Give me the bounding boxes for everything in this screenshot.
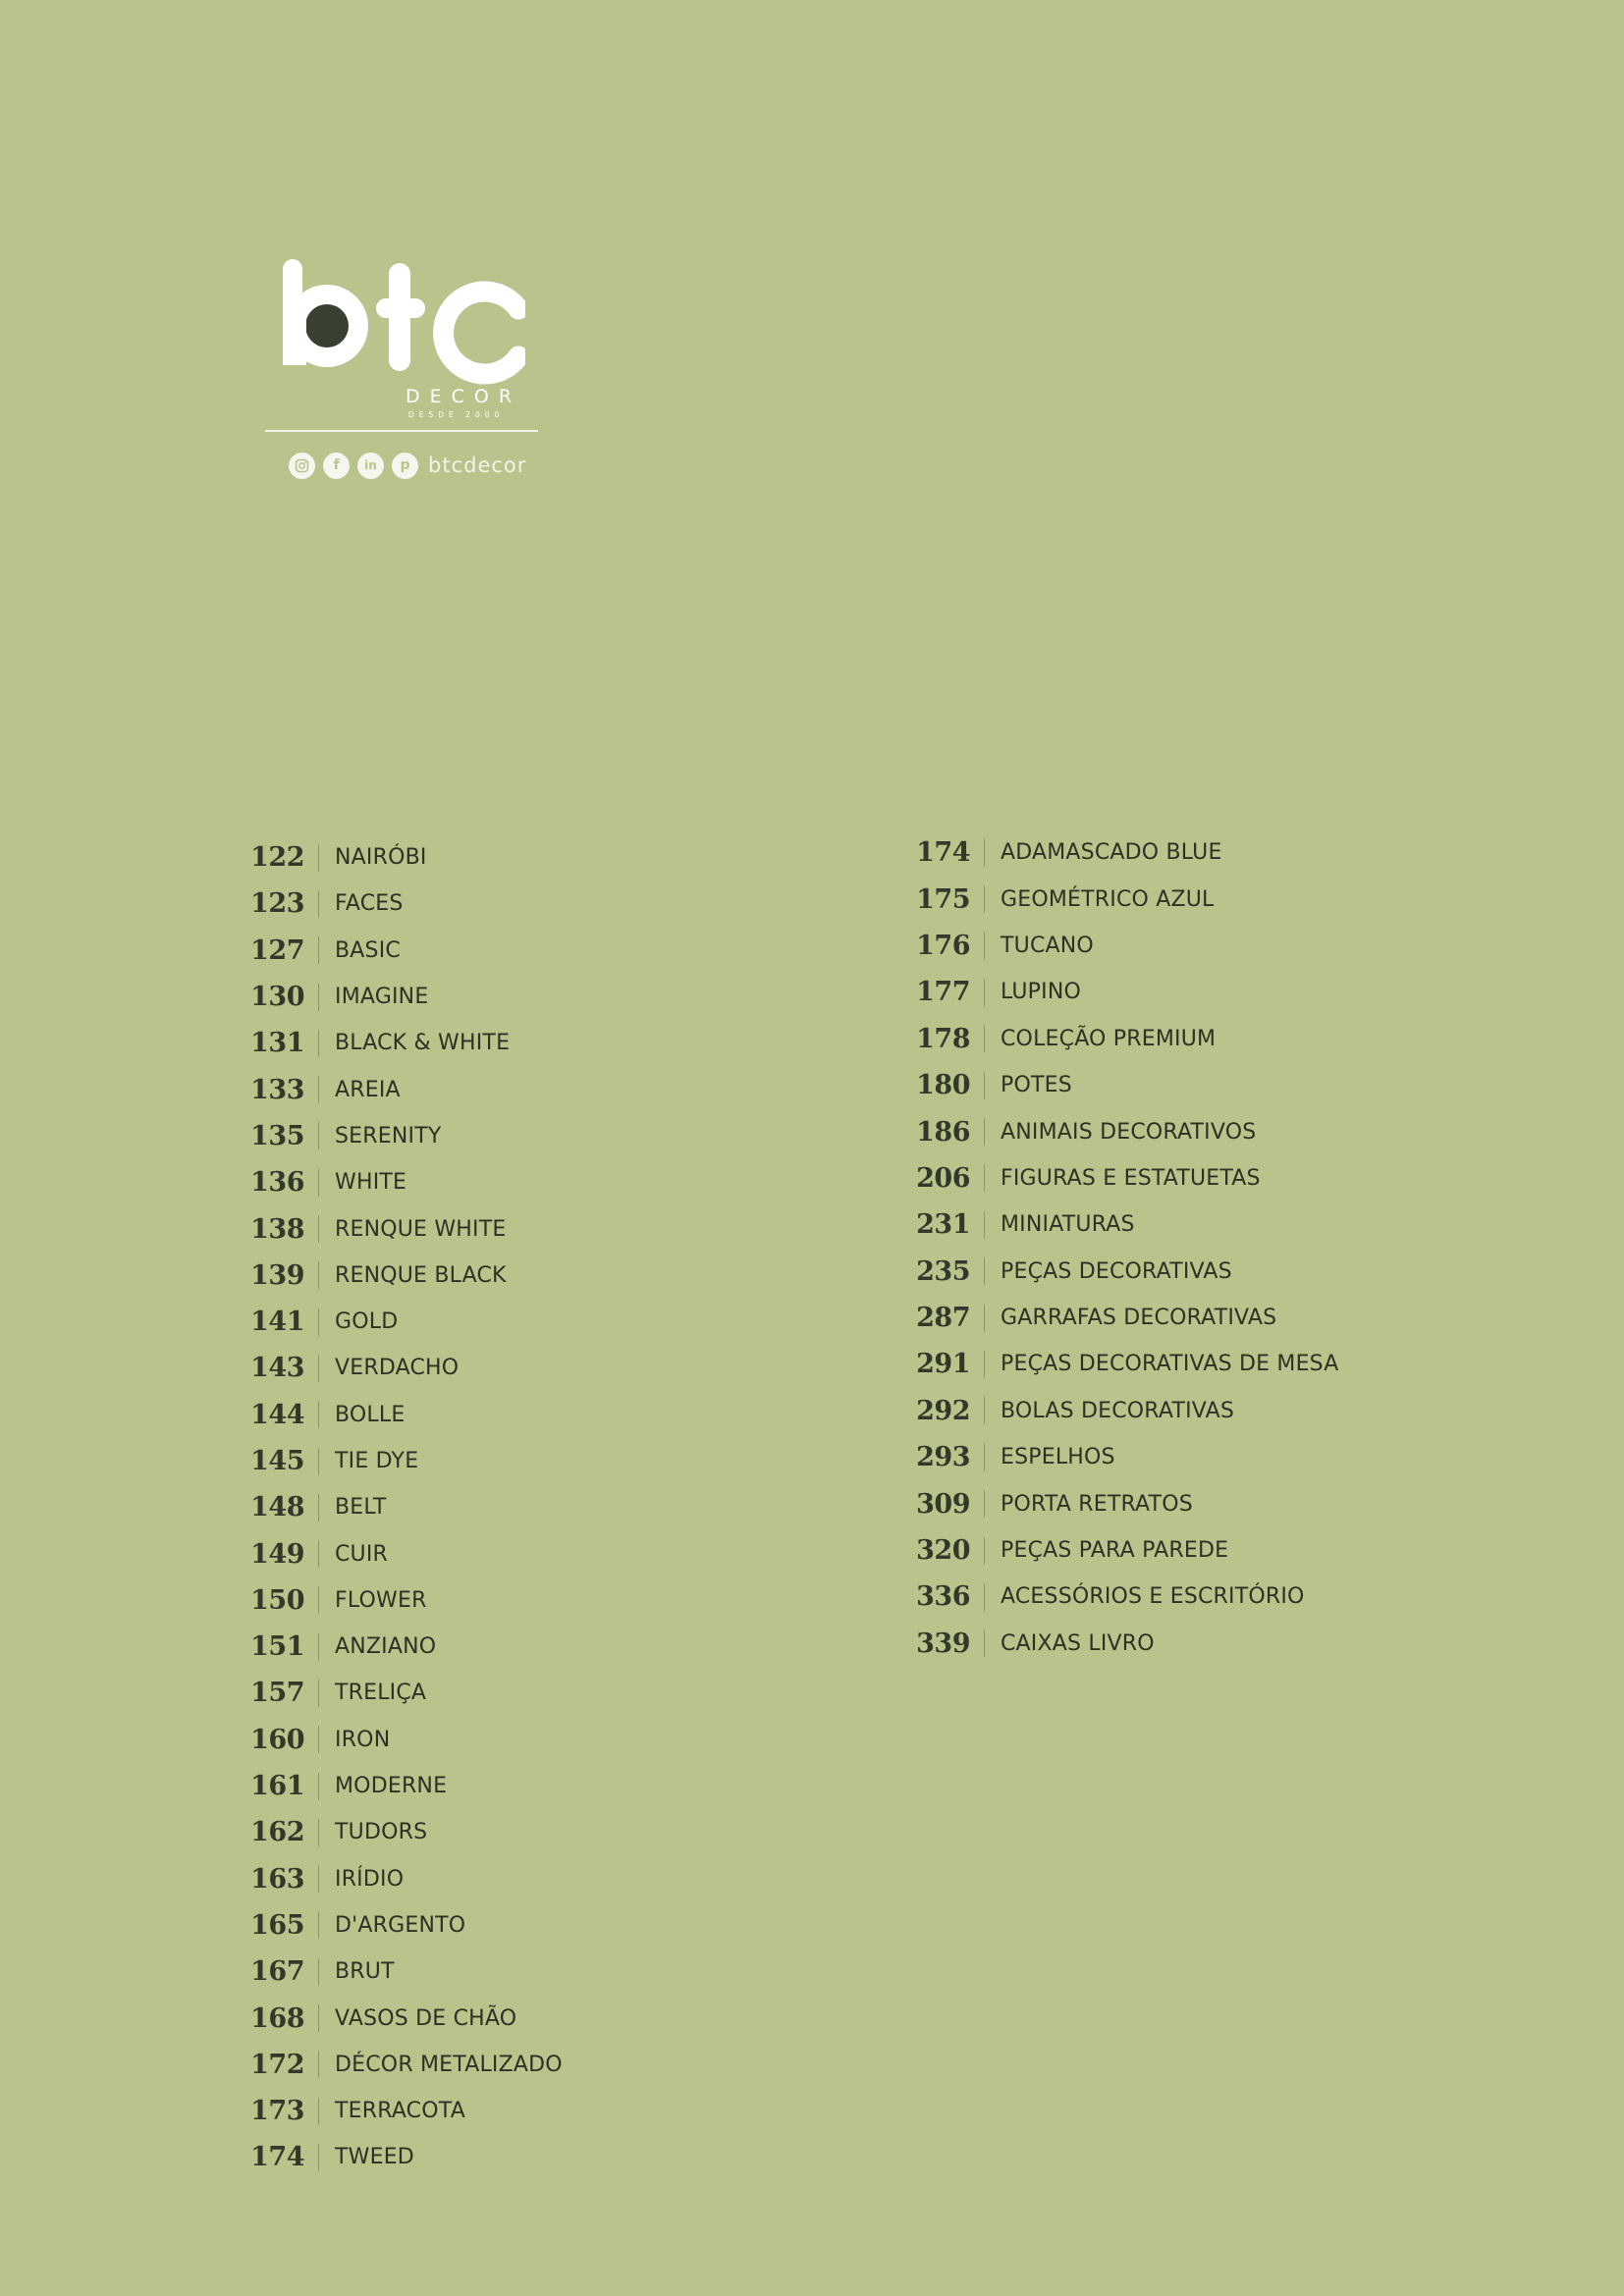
entry-title: POTES: [1001, 1073, 1072, 1098]
entry-title: CAIXAS LIVRO: [1001, 1630, 1155, 1656]
entry-title: TWEED: [335, 2145, 414, 2170]
entry-title: ANIMAIS DECORATIVOS: [1001, 1119, 1257, 1145]
separator-line: [984, 1257, 985, 1285]
index-entry[interactable]: [911, 1249, 1339, 1295]
separator-line: [318, 1540, 319, 1568]
index-entry[interactable]: [245, 1856, 563, 1902]
index-entry[interactable]: [245, 974, 563, 1020]
entry-title: NAIRÓBI: [335, 845, 427, 871]
page-number: 148: [250, 1492, 304, 1523]
separator-line: [318, 1633, 319, 1661]
entry-title: VASOS DE CHÃO: [335, 2005, 517, 2031]
separator-line: [318, 2051, 319, 2078]
entry-title: BRUT: [335, 1959, 395, 1985]
index-entry[interactable]: [245, 1345, 563, 1391]
entry-title: ESPELHOS: [1001, 1445, 1115, 1470]
page-number: 143: [250, 1353, 304, 1384]
page-number: 131: [250, 1028, 304, 1059]
entry-title: FLOWER: [335, 1587, 427, 1613]
index-entry[interactable]: [245, 1066, 563, 1112]
separator-line: [984, 932, 985, 959]
separator-line: [318, 984, 319, 1011]
separator-line: [318, 1726, 319, 1753]
index-entry[interactable]: [245, 834, 563, 881]
page-number: 231: [916, 1209, 970, 1241]
separator-line: [318, 1448, 319, 1475]
index-entry[interactable]: [245, 2134, 563, 2180]
separator-line: [318, 1215, 319, 1243]
separator-line: [984, 1025, 985, 1052]
index-entry[interactable]: [245, 881, 563, 927]
page-number: 176: [916, 930, 970, 961]
entry-title: MODERNE: [335, 1774, 448, 1799]
page-number: 150: [250, 1584, 304, 1616]
entry-title: BELT: [335, 1495, 387, 1521]
social-links: [289, 451, 526, 480]
separator-line: [984, 1351, 985, 1378]
entry-title: VERDACHO: [335, 1356, 460, 1381]
page-number: 235: [916, 1255, 970, 1287]
entry-title: LUPINO: [1001, 980, 1081, 1005]
separator-line: [984, 1537, 985, 1565]
entry-title: GOLD: [335, 1309, 399, 1335]
index-entry[interactable]: [245, 1484, 563, 1530]
separator-line: [318, 890, 319, 918]
entry-title: COLEÇÃO PREMIUM: [1001, 1026, 1217, 1051]
separator-line: [318, 844, 319, 872]
entry-title: TERRACOTA: [335, 2099, 465, 2124]
entry-title: PEÇAS DECORATIVAS: [1001, 1258, 1232, 1284]
facebook-icon[interactable]: f: [323, 453, 350, 479]
page-number: 138: [250, 1213, 304, 1245]
page-number: 122: [250, 842, 304, 874]
index-entry[interactable]: [245, 1113, 563, 1159]
page-number: 339: [916, 1628, 970, 1659]
page-number: 157: [250, 1678, 304, 1709]
entry-title: ANZIANO: [335, 1634, 437, 1660]
separator-line: [318, 1261, 319, 1289]
separator-line: [984, 1305, 985, 1332]
index-entry[interactable]: [911, 1527, 1339, 1574]
entry-title: D'ARGENTO: [335, 1912, 466, 1938]
page-number: 291: [916, 1349, 970, 1380]
page-number: 161: [250, 1771, 304, 1802]
index-entry[interactable]: [911, 1621, 1339, 1667]
index-entry[interactable]: [245, 1020, 563, 1066]
page-number: 141: [250, 1307, 304, 1338]
separator-line: [318, 2098, 319, 2125]
entry-title: RENQUE BLACK: [335, 1262, 507, 1288]
separator-line: [984, 885, 985, 913]
index-entry[interactable]: [911, 1062, 1339, 1108]
page-number: 151: [250, 1631, 304, 1663]
page-number: 173: [250, 2096, 304, 2127]
index-entry[interactable]: [245, 1902, 563, 1949]
page-number: 292: [916, 1395, 970, 1426]
separator-line: [984, 1118, 985, 1146]
entry-title: WHITE: [335, 1170, 407, 1196]
entry-title: FACES: [335, 891, 404, 917]
separator-line: [318, 1680, 319, 1707]
index-list-right: [911, 829, 1339, 1667]
page-number: 320: [916, 1535, 970, 1567]
index-entry[interactable]: [911, 1201, 1339, 1248]
page-number: 133: [250, 1074, 304, 1105]
page-number: 135: [250, 1120, 304, 1151]
page-number: 130: [250, 982, 304, 1013]
index-entry[interactable]: [245, 1159, 563, 1205]
page-number: 123: [250, 888, 304, 920]
index-entry[interactable]: [245, 2042, 563, 2088]
entry-title: ADAMASCADO BLUE: [1001, 840, 1222, 866]
btc-decor-logo: [280, 257, 525, 424]
index-entry[interactable]: [245, 1253, 563, 1299]
separator-line: [318, 936, 319, 964]
separator-line: [318, 1773, 319, 1800]
separator-line: [984, 1211, 985, 1239]
entry-title: IRÍDIO: [335, 1866, 405, 1892]
index-entry[interactable]: [911, 923, 1339, 969]
separator-line: [318, 1076, 319, 1103]
page-number: 206: [916, 1162, 970, 1194]
brand-block: [265, 257, 538, 477]
entry-title: IRON: [335, 1727, 391, 1752]
entry-title: TIE DYE: [335, 1449, 419, 1473]
index-entry[interactable]: [911, 1434, 1339, 1480]
social-handle[interactable]: btcdecor: [428, 454, 527, 477]
separator-line: [984, 839, 985, 867]
page-number: 186: [916, 1116, 970, 1148]
separator-line: [984, 1444, 985, 1471]
index-entry[interactable]: [245, 1670, 563, 1716]
entry-title: PEÇAS DECORATIVAS DE MESA: [1001, 1352, 1339, 1377]
separator-line: [318, 1030, 319, 1057]
entry-title: TUCANO: [1001, 933, 1094, 958]
entry-title: MINIATURAS: [1001, 1212, 1135, 1238]
page-number: 287: [916, 1303, 970, 1334]
page-number: 336: [916, 1581, 970, 1613]
page-number: 136: [250, 1167, 304, 1199]
entry-title: BLACK & WHITE: [335, 1031, 511, 1056]
separator-line: [318, 2004, 319, 2032]
page-number: 177: [916, 977, 970, 1008]
page-number: 293: [916, 1442, 970, 1473]
separator-line: [318, 1355, 319, 1382]
index-entry[interactable]: [245, 1995, 563, 2041]
index-list-left: [245, 834, 563, 2181]
separator-line: [318, 1494, 319, 1522]
separator-line: [984, 1490, 985, 1518]
page-number: 172: [250, 2049, 304, 2080]
entry-title: RENQUE WHITE: [335, 1216, 507, 1242]
page-number: 175: [916, 883, 970, 915]
page-number: 163: [250, 1863, 304, 1895]
entry-title: GARRAFAS DECORATIVAS: [1001, 1306, 1277, 1331]
index-entry[interactable]: [911, 1016, 1339, 1062]
separator-line: [984, 1072, 985, 1099]
index-entry[interactable]: [245, 1763, 563, 1809]
svg-text:DESDE 2000: DESDE 2000: [408, 410, 505, 419]
pinterest-icon[interactable]: p: [392, 453, 418, 479]
index-entry[interactable]: [245, 1299, 563, 1345]
separator-line: [318, 1169, 319, 1197]
index-entry[interactable]: [911, 1480, 1339, 1526]
entry-title: PEÇAS PARA PAREDE: [1001, 1538, 1229, 1564]
index-entry[interactable]: [245, 928, 563, 974]
page-number: 178: [916, 1023, 970, 1054]
page-number: 139: [250, 1259, 304, 1291]
entry-title: DÉCOR METALIZADO: [335, 2052, 563, 2077]
index-entry[interactable]: [245, 1530, 563, 1576]
separator-line: [984, 1164, 985, 1192]
entry-title: TUDORS: [335, 1820, 428, 1845]
entry-title: BASIC: [335, 937, 401, 963]
page-number: 144: [250, 1399, 304, 1430]
page-number: 309: [916, 1488, 970, 1520]
index-entry[interactable]: [245, 1949, 563, 1995]
index-entry[interactable]: [911, 1574, 1339, 1620]
page-number: 165: [250, 1909, 304, 1941]
separator-line: [318, 2144, 319, 2171]
separator-line: [318, 1308, 319, 1336]
instagram-icon[interactable]: [289, 453, 315, 479]
separator-line: [318, 1911, 319, 1939]
index-entry[interactable]: [911, 1295, 1339, 1341]
entry-title: GEOMÉTRICO AZUL: [1001, 886, 1215, 912]
index-entry[interactable]: [245, 1392, 563, 1438]
index-entry[interactable]: [911, 969, 1339, 1015]
linkedin-icon[interactable]: in: [357, 453, 384, 479]
entry-title: TRELIÇA: [335, 1681, 427, 1706]
entry-title: ACESSÓRIOS E ESCRITÓRIO: [1001, 1584, 1305, 1610]
entry-title: PORTA RETRATOS: [1001, 1491, 1193, 1517]
separator-line: [984, 1629, 985, 1657]
index-entry[interactable]: [911, 1108, 1339, 1154]
separator-line: [318, 1819, 319, 1846]
page-number: 180: [916, 1070, 970, 1101]
page-number: 149: [250, 1538, 304, 1570]
entry-title: AREIA: [335, 1077, 401, 1102]
index-entry[interactable]: [245, 1624, 563, 1670]
entry-title: BOLLE: [335, 1402, 406, 1427]
page-number: 145: [250, 1446, 304, 1476]
svg-text:DECOR: DECOR: [406, 386, 522, 407]
index-entry[interactable]: [245, 1438, 563, 1484]
page-number: 162: [250, 1817, 304, 1848]
entry-title: BOLAS DECORATIVAS: [1001, 1398, 1235, 1423]
index-entry[interactable]: [911, 1388, 1339, 1434]
logo-divider: [265, 430, 538, 432]
separator-line: [318, 1958, 319, 1986]
index-entry[interactable]: [245, 2088, 563, 2134]
page-number: 160: [250, 1724, 304, 1755]
page-number: 174: [916, 837, 970, 869]
page-number: 127: [250, 934, 304, 966]
index-entry[interactable]: [245, 1205, 563, 1252]
index-entry[interactable]: [911, 1155, 1339, 1201]
index-entry[interactable]: [245, 1809, 563, 1855]
page-number: 174: [250, 2142, 304, 2173]
separator-line: [318, 1401, 319, 1428]
entry-title: CUIR: [335, 1541, 389, 1567]
separator-line: [984, 1397, 985, 1424]
separator-line: [984, 979, 985, 1006]
separator-line: [318, 1586, 319, 1614]
page-number: 168: [250, 2002, 304, 2034]
index-entry[interactable]: [245, 1577, 563, 1624]
entry-title: SERENITY: [335, 1123, 442, 1148]
separator-line: [318, 1122, 319, 1149]
entry-title: FIGURAS E ESTATUETAS: [1001, 1165, 1261, 1191]
separator-line: [984, 1583, 985, 1611]
index-entry[interactable]: [245, 1717, 563, 1763]
separator-line: [318, 1865, 319, 1893]
index-entry[interactable]: [911, 829, 1339, 876]
entry-title: IMAGINE: [335, 985, 429, 1010]
page-number: 167: [250, 1956, 304, 1988]
index-entry[interactable]: [911, 876, 1339, 922]
index-entry[interactable]: [911, 1341, 1339, 1387]
